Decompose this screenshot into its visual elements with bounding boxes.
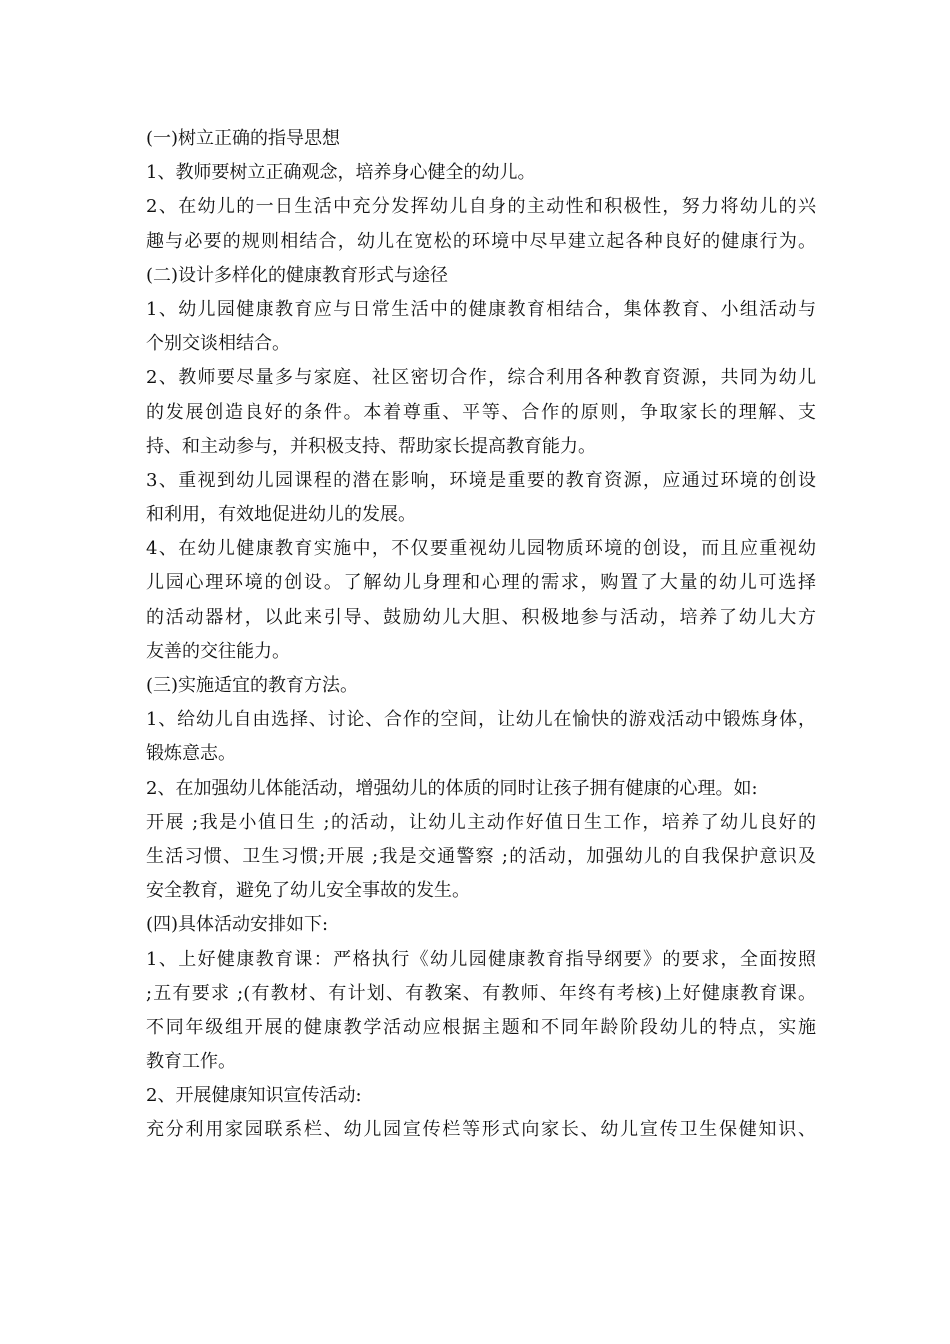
paragraph-line: 3、重视到幼儿园课程的潜在影响，环境是重要的教育资源，应通过环境的创设	[146, 469, 816, 491]
paragraph-line: 2、开展健康知识宣传活动:	[146, 1085, 362, 1107]
paragraph-line: 1、幼儿园健康教育应与日常生活中的健康教育相结合，集体教育、小组活动与	[146, 298, 816, 320]
section-heading-2: (二)设计多样化的健康教育形式与途径	[146, 264, 449, 286]
paragraph-line: 2、教师要尽量多与家庭、社区密切合作，综合利用各种教育资源，共同为幼儿	[146, 367, 816, 389]
section-heading-1: (一)树立正确的指导思想	[146, 128, 341, 149]
paragraph-line: 1、教师要树立正确观念，培养身心健全的幼儿。	[146, 162, 536, 184]
paragraph-line: 趣与必要的规则相结合，幼儿在宽松的环境中尽早建立起各种良好的健康行为。	[146, 230, 816, 252]
paragraph-line: 和利用，有效地促进幼儿的发展。	[146, 504, 416, 526]
section-heading-4: (四)具体活动安排如下:	[146, 914, 329, 936]
paragraph-line: ;五有要求 ;(有教材、有计划、有教案、有教师、年终有考核)上好健康教育课。	[146, 982, 816, 1004]
paragraph-line: 充分利用家园联系栏、幼儿园宣传栏等形式向家长、幼儿宣传卫生保健知识、	[146, 1119, 816, 1141]
paragraph-line: 个别交谈相结合。	[146, 333, 290, 355]
paragraph-line: 教育工作。	[146, 1051, 236, 1073]
section-heading-3: (三)实施适宜的教育方法。	[146, 675, 359, 696]
paragraph-line: 1、给幼儿自由选择、讨论、合作的空间，让幼儿在愉快的游戏活动中锻炼身体，	[146, 709, 816, 731]
paragraph-line: 安全教育，避免了幼儿安全事故的发生。	[146, 880, 470, 902]
paragraph-line: 1、上好健康教育课：严格执行《幼儿园健康教育指导纲要》的要求，全面按照	[146, 948, 816, 970]
paragraph-line: 4、在幼儿健康教育实施中，不仅要重视幼儿园物质环境的创设，而且应重视幼	[146, 538, 816, 560]
paragraph-line: 开展 ;我是小值日生 ;的活动，让幼儿主动作好值日生工作，培养了幼儿良好的	[146, 811, 816, 833]
paragraph-line: 生活习惯、卫生习惯;开展 ;我是交通警察 ;的活动，加强幼儿的自我保护意识及	[146, 845, 816, 867]
paragraph-line: 不同年级组开展的健康教学活动应根据主题和不同年龄阶段幼儿的特点，实施	[146, 1016, 816, 1038]
paragraph-line: 锻炼意志。	[146, 743, 236, 765]
paragraph-line: 友善的交往能力。	[146, 640, 290, 662]
paragraph-line: 的活动器材，以此来引导、鼓励幼儿大胆、积极地参与活动，培养了幼儿大方	[146, 606, 816, 628]
paragraph-line: 2、在加强幼儿体能活动，增强幼儿的体质的同时让孩子拥有健康的心理。如:	[146, 777, 758, 799]
paragraph-line: 儿园心理环境的创设。了解幼儿身理和心理的需求，购置了大量的幼儿可选择	[146, 572, 816, 594]
document-body	[146, 122, 816, 1148]
paragraph-line: 的发展创造良好的条件。本着尊重、平等、合作的原则，争取家长的理解、支	[146, 401, 816, 423]
paragraph-line: 持、和主动参与，并积极支持、帮助家长提高教育能力。	[146, 435, 596, 457]
paragraph-line: 2、在幼儿的一日生活中充分发挥幼儿自身的主动性和积极性，努力将幼儿的兴	[146, 196, 816, 218]
